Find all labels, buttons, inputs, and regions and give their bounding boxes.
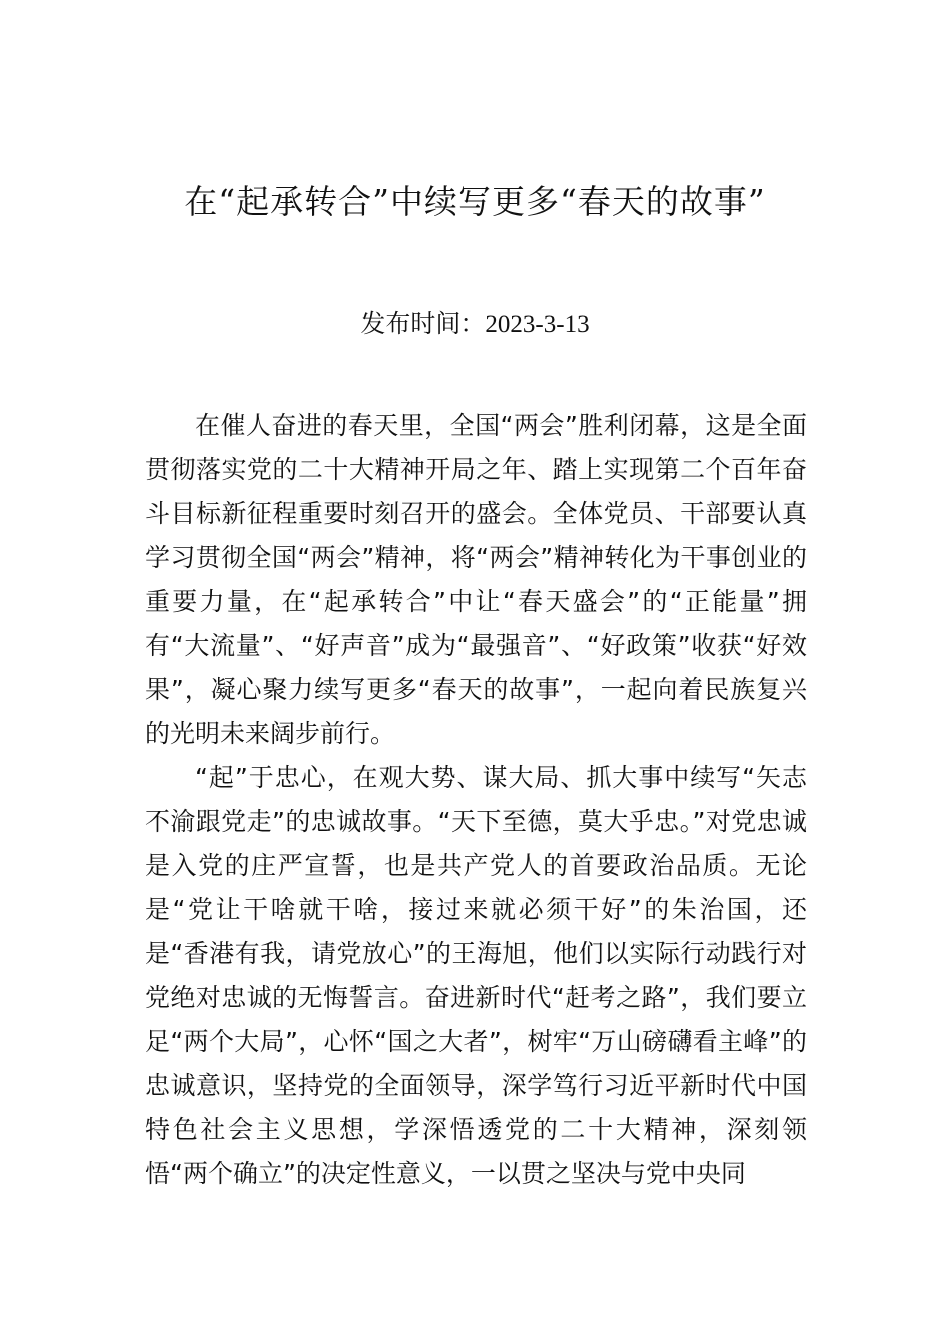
publish-date-value: 2023-3-13: [485, 311, 590, 338]
publish-date-line: [145, 306, 805, 343]
publish-date-label: 发布时间：: [360, 309, 486, 338]
article-title: 在“起承转合”中续写更多“春天的故事”: [184, 182, 766, 221]
article-body: [145, 404, 807, 1196]
paragraph-1: 在催人奋进的春天里，全国“两会”胜利闭幕，这是全面贯彻落实党的二十大精神开局之年、踏上实现第二个百年奋斗目标新征程重要时刻召开的盛会。全体党员、干部要认真学习贯彻全国“两会”精神，将“两会”精神转化为干事创业的重要力量，在“起承转合”中让“春天盛会”的“正能量”拥有“大流量”、“好声音”成为“最强音”、“好政策”收获“好效果”，凝心聚力续写更多“春天的故事”，一起向着民族复兴的光明未来阔步前行。: [145, 411, 807, 748]
paragraph-2: “起”于忠心，在观大势、谋大局、抓大事中续写“矢志不渝跟党走”的忠诚故事。“天下至德，莫大乎忠。”对党忠诚是入党的庄严宣誓，也是共产党人的首要政治品质。无论是“党让干啥就干啥，接过来就必须干好”的朱治国，还是“香港有我，请党放心”的王海旭，他们以实际行动践行对党绝对忠诚的无悔誓言。奋进新时代“赶考之路”，我们要立足“两个大局”，心怀“国之大者”，树牢“万山磅礴看主峰”的忠诚意识，坚持党的全面领导，深学笃行习近平新时代中国特色社会主义思想，学深悟透党的二十大精神，深刻领悟“两个确立”的决定性意义，一以贯之坚决与党中央同: [145, 763, 807, 1188]
